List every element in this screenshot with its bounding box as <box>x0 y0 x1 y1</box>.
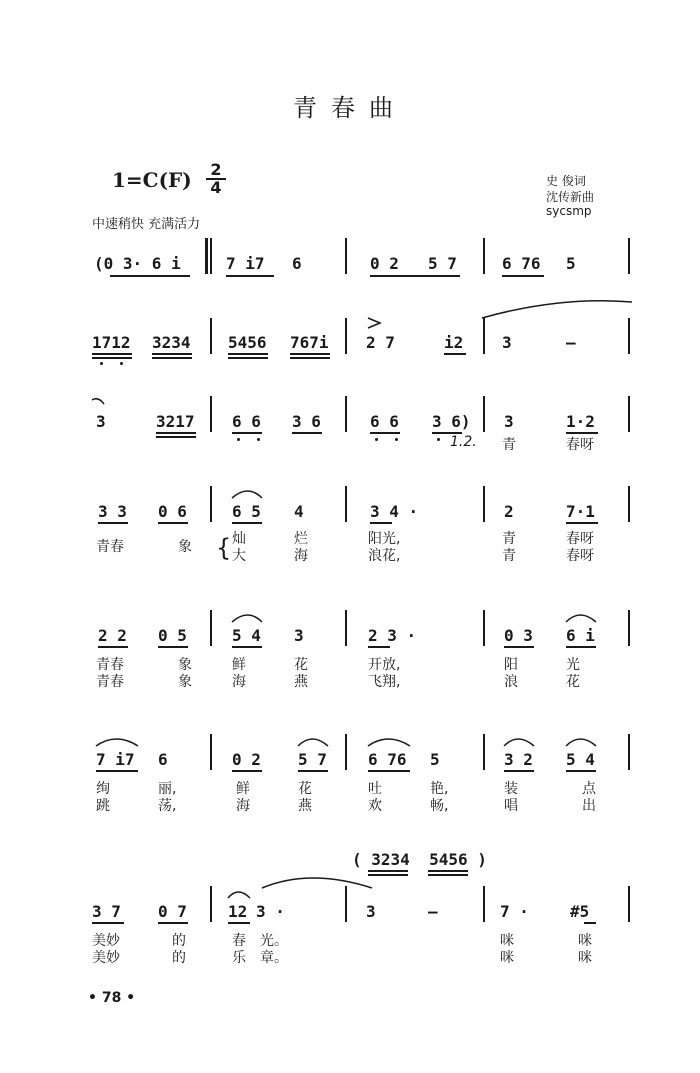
note-group: 12 <box>228 902 248 921</box>
lyric: 燕 <box>298 798 312 814</box>
slur-arc <box>504 739 534 746</box>
note-group: 3 3 <box>98 502 127 521</box>
note-group: 3 <box>504 412 514 431</box>
tie-arc <box>482 301 632 318</box>
lyric: 装 <box>504 781 518 797</box>
note-group: 4 <box>294 502 304 521</box>
note-group: (0 3· 6 i <box>94 254 181 273</box>
key-signature: 1=C(F) <box>112 168 192 192</box>
note-group: 3217 <box>156 412 195 431</box>
note-group: 0 3 <box>504 626 533 645</box>
note-group: 3 <box>502 333 512 352</box>
lyric: 鲜 <box>232 657 246 673</box>
lyric: 浪花, <box>368 548 401 564</box>
lyric: 大 <box>232 548 246 564</box>
lyric: 象 <box>178 674 192 690</box>
lyric: 阳 <box>504 657 518 673</box>
slur-arc <box>232 491 262 498</box>
lyric: 跳 <box>96 798 110 814</box>
slur-arc <box>566 615 596 622</box>
note-group: 6 76 <box>368 750 407 769</box>
lyric: 青春 <box>96 539 124 555</box>
verse-brace: { <box>216 534 232 562</box>
lyric: 吐 <box>368 781 382 797</box>
slur-arc <box>566 739 596 746</box>
note-group: 0 2 <box>370 254 399 273</box>
lyric: 美妙 <box>92 933 120 949</box>
lyric: 鲜 <box>236 781 250 797</box>
note-group: 3 6) <box>432 412 471 431</box>
accent-mark <box>368 318 380 328</box>
slur-arc <box>368 739 410 746</box>
note-group: 5 4 <box>232 626 261 645</box>
lyric: 象 <box>178 657 192 673</box>
lyric: 燕 <box>294 674 308 690</box>
tie-arc <box>92 399 104 404</box>
lyric: 唱 <box>504 798 518 814</box>
lyric: 欢 <box>368 798 382 814</box>
lyric: 花 <box>298 781 312 797</box>
lyric: 春呀 <box>566 531 594 547</box>
note-group: 2 3 · <box>368 626 417 645</box>
note-group: 5 7 <box>428 254 457 273</box>
lyric: 绚 <box>96 781 110 797</box>
note-group: 3 6 <box>292 412 321 431</box>
lyric: 海 <box>236 798 250 814</box>
lyric: 海 <box>294 548 308 564</box>
note-group: 3 4 · <box>370 502 419 521</box>
bridge-notes: ( 3234 5456 ) <box>352 850 487 869</box>
slur-arc <box>96 739 138 746</box>
note-group: 1·2 <box>566 412 595 431</box>
lyric: 咪 <box>500 950 514 966</box>
note-group: 6 i <box>566 626 595 645</box>
lyric: 青 <box>502 437 516 453</box>
lyricist-credit: 史 俊词 <box>546 174 586 188</box>
note-group: 5 7 <box>298 750 327 769</box>
note-group: 3 <box>366 902 376 921</box>
slur-arc <box>228 892 250 898</box>
lyric: 乐 <box>232 950 246 966</box>
note-group: 3 7 <box>92 902 121 921</box>
lyric: 飞翔, <box>368 674 401 690</box>
note-group: 0 7 <box>158 902 187 921</box>
lyric: 艳, <box>430 781 449 797</box>
lyric: 美妙 <box>92 950 120 966</box>
composer-credit: 沈传新曲 <box>546 190 595 204</box>
note-group: 5456 <box>228 333 267 352</box>
lyric: 开放, <box>368 657 401 673</box>
note-group: 767i <box>290 333 329 352</box>
note-group: i2 <box>444 333 464 352</box>
note-group: 7 i7 <box>226 254 265 273</box>
note-group: 7 · <box>500 902 529 921</box>
note-group: 2 <box>504 502 514 521</box>
lyric: 咪 <box>500 933 514 949</box>
note-group: 3 2 <box>504 750 533 769</box>
note-group: 2 2 <box>98 626 127 645</box>
lyric: 烂 <box>294 531 308 547</box>
verse-marker: 1.2. <box>450 434 477 450</box>
lyric: 光 <box>566 657 580 673</box>
note-group: 3 · <box>256 902 285 921</box>
note-group: 6 <box>292 254 302 273</box>
note-group: 3234 <box>152 333 191 352</box>
note-group: 7 i7 <box>96 750 135 769</box>
tie-arc <box>262 878 372 888</box>
note-group: 2 7 <box>366 333 395 352</box>
lyric: 的 <box>172 933 186 949</box>
lyric: 灿 <box>232 531 246 547</box>
lyric: 咪 <box>578 950 592 966</box>
lyric: 阳光, <box>368 531 401 547</box>
lyric: 的 <box>172 950 186 966</box>
slur-arc <box>232 615 262 622</box>
note-group: 3 <box>96 412 106 431</box>
note-group: 6 76 <box>502 254 541 273</box>
tempo-marking: 中速稍快 充满活力 <box>92 217 201 232</box>
note-group: 0 2 <box>232 750 261 769</box>
note-group: 6 6 <box>370 412 399 431</box>
lyric: 象 <box>178 539 192 555</box>
lyric: 春 <box>232 933 246 949</box>
lyric: 咪 <box>578 933 592 949</box>
note-group: 5 <box>430 750 440 769</box>
time-signature-top: 2 <box>206 162 226 180</box>
note-group: #5 <box>570 902 590 921</box>
note-group: 3 <box>294 626 304 645</box>
note-group: – <box>428 902 438 921</box>
note-group: 6 6 <box>232 412 261 431</box>
note-group: 7·1 <box>566 502 595 521</box>
lyric: 浪 <box>504 674 518 690</box>
lyric: 畅, <box>430 798 449 814</box>
lyric: 光。 <box>260 933 288 949</box>
note-group: 0 5 <box>158 626 187 645</box>
note-group: – <box>566 333 576 352</box>
lyric: 海 <box>232 674 246 690</box>
note-group: 1712 <box>92 333 131 352</box>
watermark: sycsmp <box>546 204 592 218</box>
note-group: 6 5 <box>232 502 261 521</box>
note-group: 5 <box>566 254 576 273</box>
lyric: 丽, <box>158 781 177 797</box>
lyric: 青春 <box>96 674 124 690</box>
lyric: 花 <box>294 657 308 673</box>
page-number: • 78 • <box>88 990 136 1006</box>
lyric: 点 <box>582 781 596 797</box>
lyric: 章。 <box>260 950 288 966</box>
lyric: 出 <box>582 798 596 814</box>
lyric: 青 <box>502 548 516 564</box>
lyric: 花 <box>566 674 580 690</box>
lyric: 春呀 <box>566 437 594 453</box>
lyric: 荡, <box>158 798 177 814</box>
note-group: 0 6 <box>158 502 187 521</box>
page-title: 青春曲 <box>293 94 407 122</box>
note-group: 6 <box>158 750 168 769</box>
time-signature-bottom: 4 <box>210 178 222 197</box>
note-group: 5 4 <box>566 750 595 769</box>
slur-arc <box>298 739 328 746</box>
lyric: 青春 <box>96 657 124 673</box>
lyric: 春呀 <box>566 548 594 564</box>
lyric: 青 <box>502 531 516 547</box>
